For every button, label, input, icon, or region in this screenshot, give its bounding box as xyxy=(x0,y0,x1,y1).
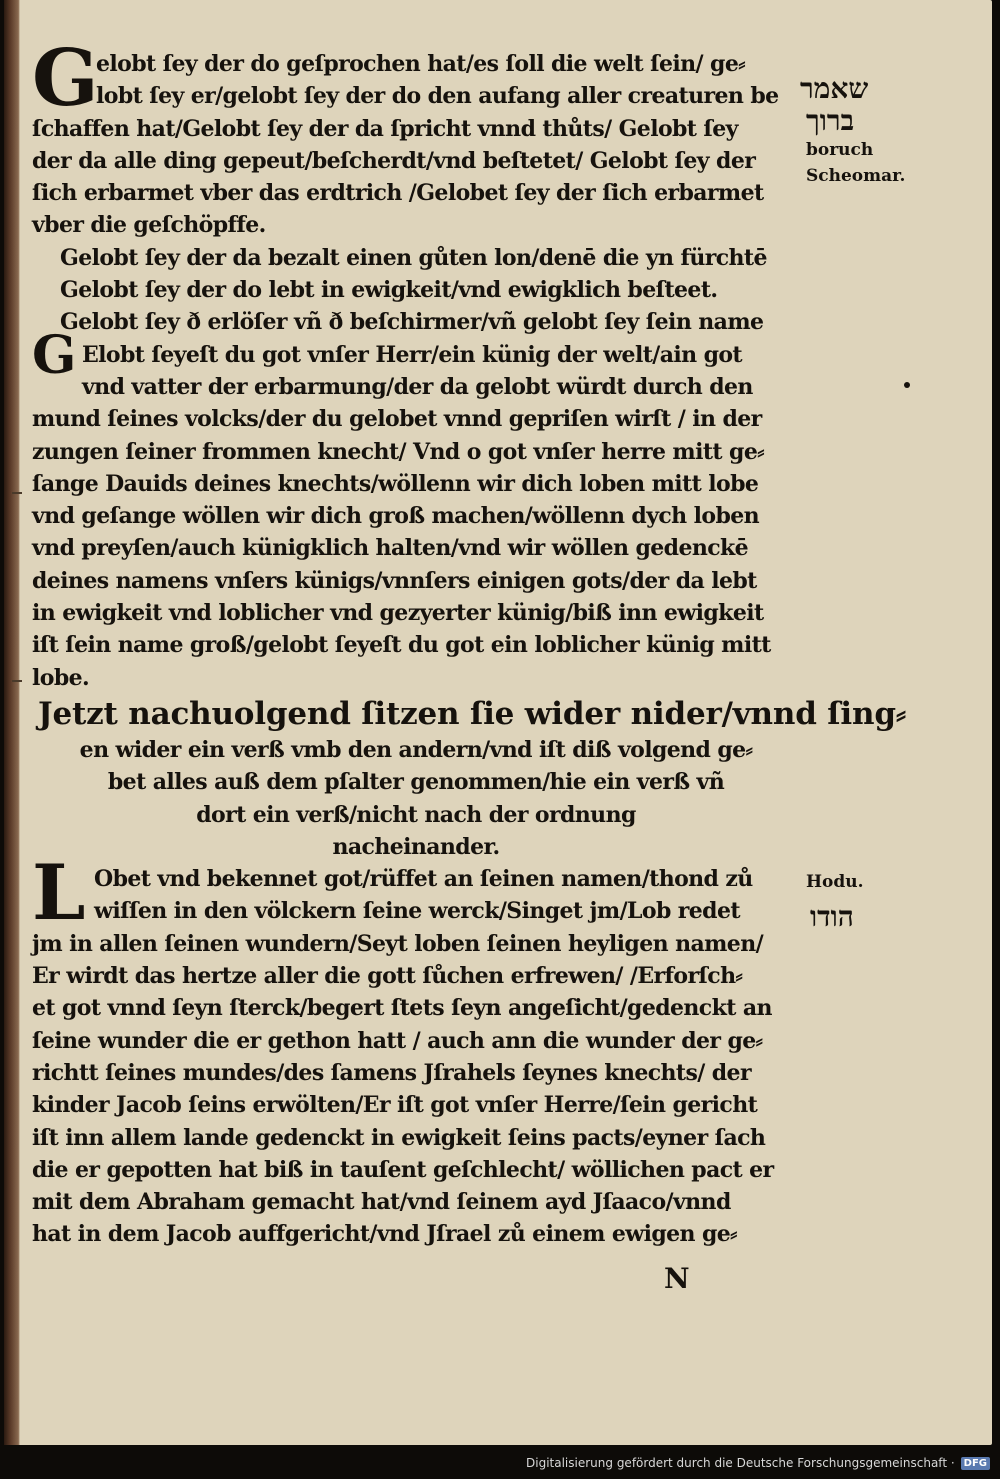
text-line: vnd preyſen/auch künigklich halten/vnd wir wöllen gedenckē xyxy=(32,535,749,562)
section-heading xyxy=(32,694,906,863)
text-line: iſt ſein name groß/gelobt ſeyeſt du got ein loblicher künig mitt xyxy=(32,632,771,659)
text-line: kinder Jacob ſeins erwölten/Er iſt got vnſer Herre/ſein gericht xyxy=(32,1092,758,1119)
text-line: ſich erbarmet vber das erdtrich /Gelobet ſey der ſich erbarmet xyxy=(32,180,764,207)
footer-text: Digitalisierung gefördert durch die Deutsche Forschungsgemeinschaft · xyxy=(526,1456,955,1470)
binding-edge xyxy=(4,0,20,1445)
text-line: in ewigkeit vnd loblicher vnd gezyerter künig/biß inn ewigkeit xyxy=(32,600,764,627)
footer-credit xyxy=(526,1456,990,1470)
margin-latin-2: Scheomar. xyxy=(806,166,906,186)
text-line: et got vnnd ſeyn ſterck/begert ſtets ſeyn angeſicht/gedenckt an xyxy=(32,995,772,1022)
text-line: Elobt ſeyeſt du got vnſer Herr/ein künig der welt/ain got xyxy=(82,341,742,368)
text-line: ſeine wunder die er gethon hatt / auch ann die wunder der ge⸗ xyxy=(32,1027,763,1054)
margin-latin-1: boruch xyxy=(806,140,874,160)
dropcap-psalm: L xyxy=(32,848,85,938)
dropcap-second: G xyxy=(32,324,76,386)
first-paragraph xyxy=(32,33,800,339)
text-line: iſt inn allem lande gedenckt in ewigkeit ſeins pacts/eyner ſach xyxy=(32,1124,766,1151)
text-line: zungen ſeiner frommen knecht/ Vnd o got vnſer herre mitt ge⸗ xyxy=(32,438,764,465)
margin-latin-3: Hodu. xyxy=(806,872,864,892)
text-line: wiſſen in den völckern ſeine werck/Singet jm/Lob redet xyxy=(94,898,740,925)
heading-line: Jetzt nachuolgend ſitzen ſie wider nider/vnnd ſing⸗ xyxy=(38,695,906,732)
text-line: lobt ſey er/gelobt ſey der do den aufang aller creaturen be xyxy=(96,83,779,110)
text-line: mund ſeines volcks/der du gelobet vnnd gepriſen wirſt / in der xyxy=(32,406,762,433)
heading-line: nacheinander. xyxy=(332,833,500,860)
margin-tick xyxy=(12,492,22,494)
text-line: Gelobt ſey der do lebt in ewigkeit/vnd ewigklich beſteet. xyxy=(60,277,718,304)
heading-line: en wider ein verß vmb den andern/vnd iſt diß volgend ge⸗ xyxy=(79,736,753,763)
heading-line: dort ein verß/nicht nach der ordnung xyxy=(196,801,636,828)
text-line: die er gepotten hat biß in tauſent geſchlecht/ wöllichen pact er xyxy=(32,1156,774,1183)
psalm-paragraph xyxy=(32,848,800,1251)
dropcap-first: G xyxy=(32,33,99,124)
text-line: vnd vatter der erbarmung/der da gelobt würdt durch den xyxy=(82,373,753,400)
text-line: der da alle ding gepeut/beſcherdt/vnd beſtetet/ Gelobt ſey der xyxy=(32,147,756,174)
text-line: jm in allen ſeinen wundern/Seyt loben ſeinen heyligen namen/ xyxy=(32,930,764,957)
text-line: richtt ſeines mundes/des ſamens Jſrahels ſeynes knechts/ der xyxy=(32,1059,751,1086)
text-line: lobe. xyxy=(32,664,90,691)
heading-line: bet alles auß dem pſalter genommen/hie ein verß vñ xyxy=(107,769,725,796)
second-paragraph xyxy=(32,324,800,694)
text-line: Er wirdt das hertze aller die gott ſůchen erfrewen/ /Erforſch⸗ xyxy=(32,963,743,990)
text-line: Gelobt ſey ð erlöſer vñ ð beſchirmer/vñ gelobt ſey ſein name xyxy=(60,309,764,336)
text-line: vnd geſange wöllen wir dich groß machen/wöllenn dych loben xyxy=(32,503,760,530)
text-line: mit dem Abraham gemacht hat/vnd ſeinem ayd Jſaaco/vnnd xyxy=(32,1189,731,1216)
margin-tick xyxy=(12,680,22,682)
text-line: elobt ſey der do geſprochen hat/es ſoll die welt ſein/ ge⸗ xyxy=(96,51,745,77)
text-line: ſchaffen hat/Gelobt ſey der da ſpricht vnnd thůts/ Gelobt ſey xyxy=(32,115,738,142)
text-line: ſange Dauids deines knechts/wöllenn wir dich loben mitt lobe xyxy=(32,470,759,497)
margin-hebrew-1: שאמר xyxy=(800,72,869,105)
dfg-logo-icon: DFG xyxy=(961,1457,990,1470)
text-line: Gelobt ſey der da bezalt einen gůten lon/denē die yn fürchtē xyxy=(60,244,767,271)
margin-dot xyxy=(904,382,910,388)
signature-mark: N xyxy=(664,1262,690,1295)
margin-hebrew-3: הודו xyxy=(810,900,854,933)
text-line: deines namens vnſers künigs/vnnſers einigen gots/der da lebt xyxy=(32,567,757,594)
margin-hebrew-2: ברוך xyxy=(806,104,855,137)
text-line: Obet vnd bekennet got/rüffet an ſeinen namen/thond zů xyxy=(94,866,753,893)
text-line: hat in dem Jacob auffgericht/vnd Jſrael zů einem ewigen ge⸗ xyxy=(32,1221,737,1248)
text-line: vber die geſchöpffe. xyxy=(32,212,266,239)
